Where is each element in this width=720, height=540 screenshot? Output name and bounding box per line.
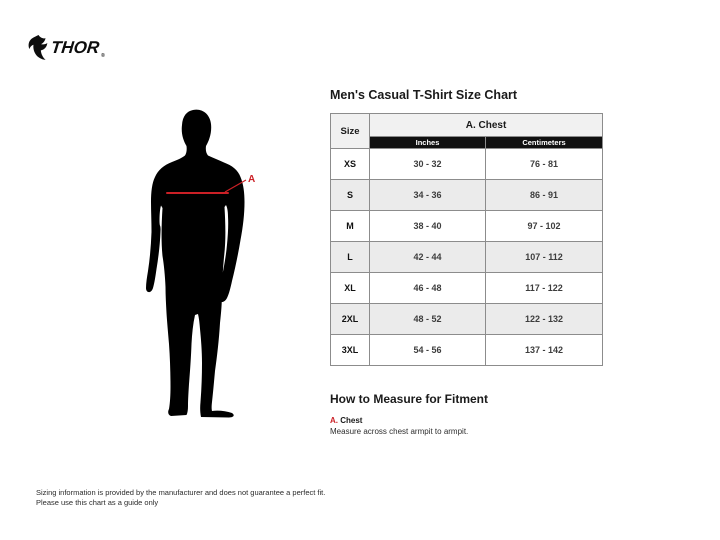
sizing-disclaimer — [36, 488, 325, 507]
inches-value: 42 - 44 — [370, 242, 486, 273]
brand-wordmark: THOR — [50, 38, 101, 57]
inches-value: 38 - 40 — [370, 211, 486, 242]
size-label: L — [331, 242, 370, 273]
disclaimer-line-2: Please use this chart as a guide only — [36, 497, 159, 507]
table-row — [331, 273, 603, 304]
measure-item-description: Measure across chest armpit to armpit. — [330, 427, 469, 436]
centimeters-value: 137 - 142 — [486, 335, 603, 366]
centimeters-value: 76 - 81 — [486, 149, 603, 180]
disclaimer-line-1: Sizing information is provided by the manufacturer and does not guarantee a perfect fit. — [36, 488, 326, 497]
column-header-centimeters: Centimeters — [486, 137, 603, 149]
centimeters-value: 107 - 112 — [486, 242, 603, 273]
table-row — [331, 149, 603, 180]
chest-measurement-annotation — [160, 166, 270, 200]
centimeters-value: 117 - 122 — [486, 273, 603, 304]
brand-logo — [27, 35, 105, 61]
measure-item-key: A. — [330, 416, 338, 425]
centimeters-value: 86 - 91 — [486, 180, 603, 211]
size-label: 2XL — [331, 304, 370, 335]
size-chart-panel — [330, 88, 604, 366]
thor-goat-icon — [27, 35, 49, 61]
table-row — [331, 242, 603, 273]
table-header-row — [331, 114, 603, 137]
annotation-label-a: A — [248, 174, 256, 185]
measure-item-label: Chest — [340, 416, 363, 425]
column-header-chest: A. Chest — [370, 114, 603, 137]
size-label: XL — [331, 273, 370, 304]
centimeters-value: 122 - 132 — [486, 304, 603, 335]
table-row — [331, 335, 603, 366]
male-silhouette-figure — [143, 109, 248, 419]
size-label: 3XL — [331, 335, 370, 366]
measure-item-title — [330, 416, 610, 425]
measure-guide-heading: How to Measure for Fitment — [330, 392, 489, 406]
size-label: M — [331, 211, 370, 242]
centimeters-value: 97 - 102 — [486, 211, 603, 242]
size-label: XS — [331, 149, 370, 180]
table-unit-header-row — [331, 137, 603, 149]
measure-guide-section — [330, 393, 610, 436]
inches-value: 34 - 36 — [370, 180, 486, 211]
registered-trademark: ® — [101, 53, 105, 59]
table-row — [331, 304, 603, 335]
inches-value: 46 - 48 — [370, 273, 486, 304]
size-label: S — [331, 180, 370, 211]
inches-value: 30 - 32 — [370, 149, 486, 180]
page-title: Men's Casual T-Shirt Size Chart — [330, 88, 518, 102]
size-chart-table — [330, 113, 603, 366]
inches-value: 48 - 52 — [370, 304, 486, 335]
table-row — [331, 211, 603, 242]
measure-guide-item — [330, 416, 610, 436]
column-header-size: Size — [331, 114, 370, 149]
inches-value: 54 - 56 — [370, 335, 486, 366]
annotation-pointer-line — [225, 180, 246, 192]
column-header-inches: Inches — [370, 137, 486, 149]
table-row — [331, 180, 603, 211]
